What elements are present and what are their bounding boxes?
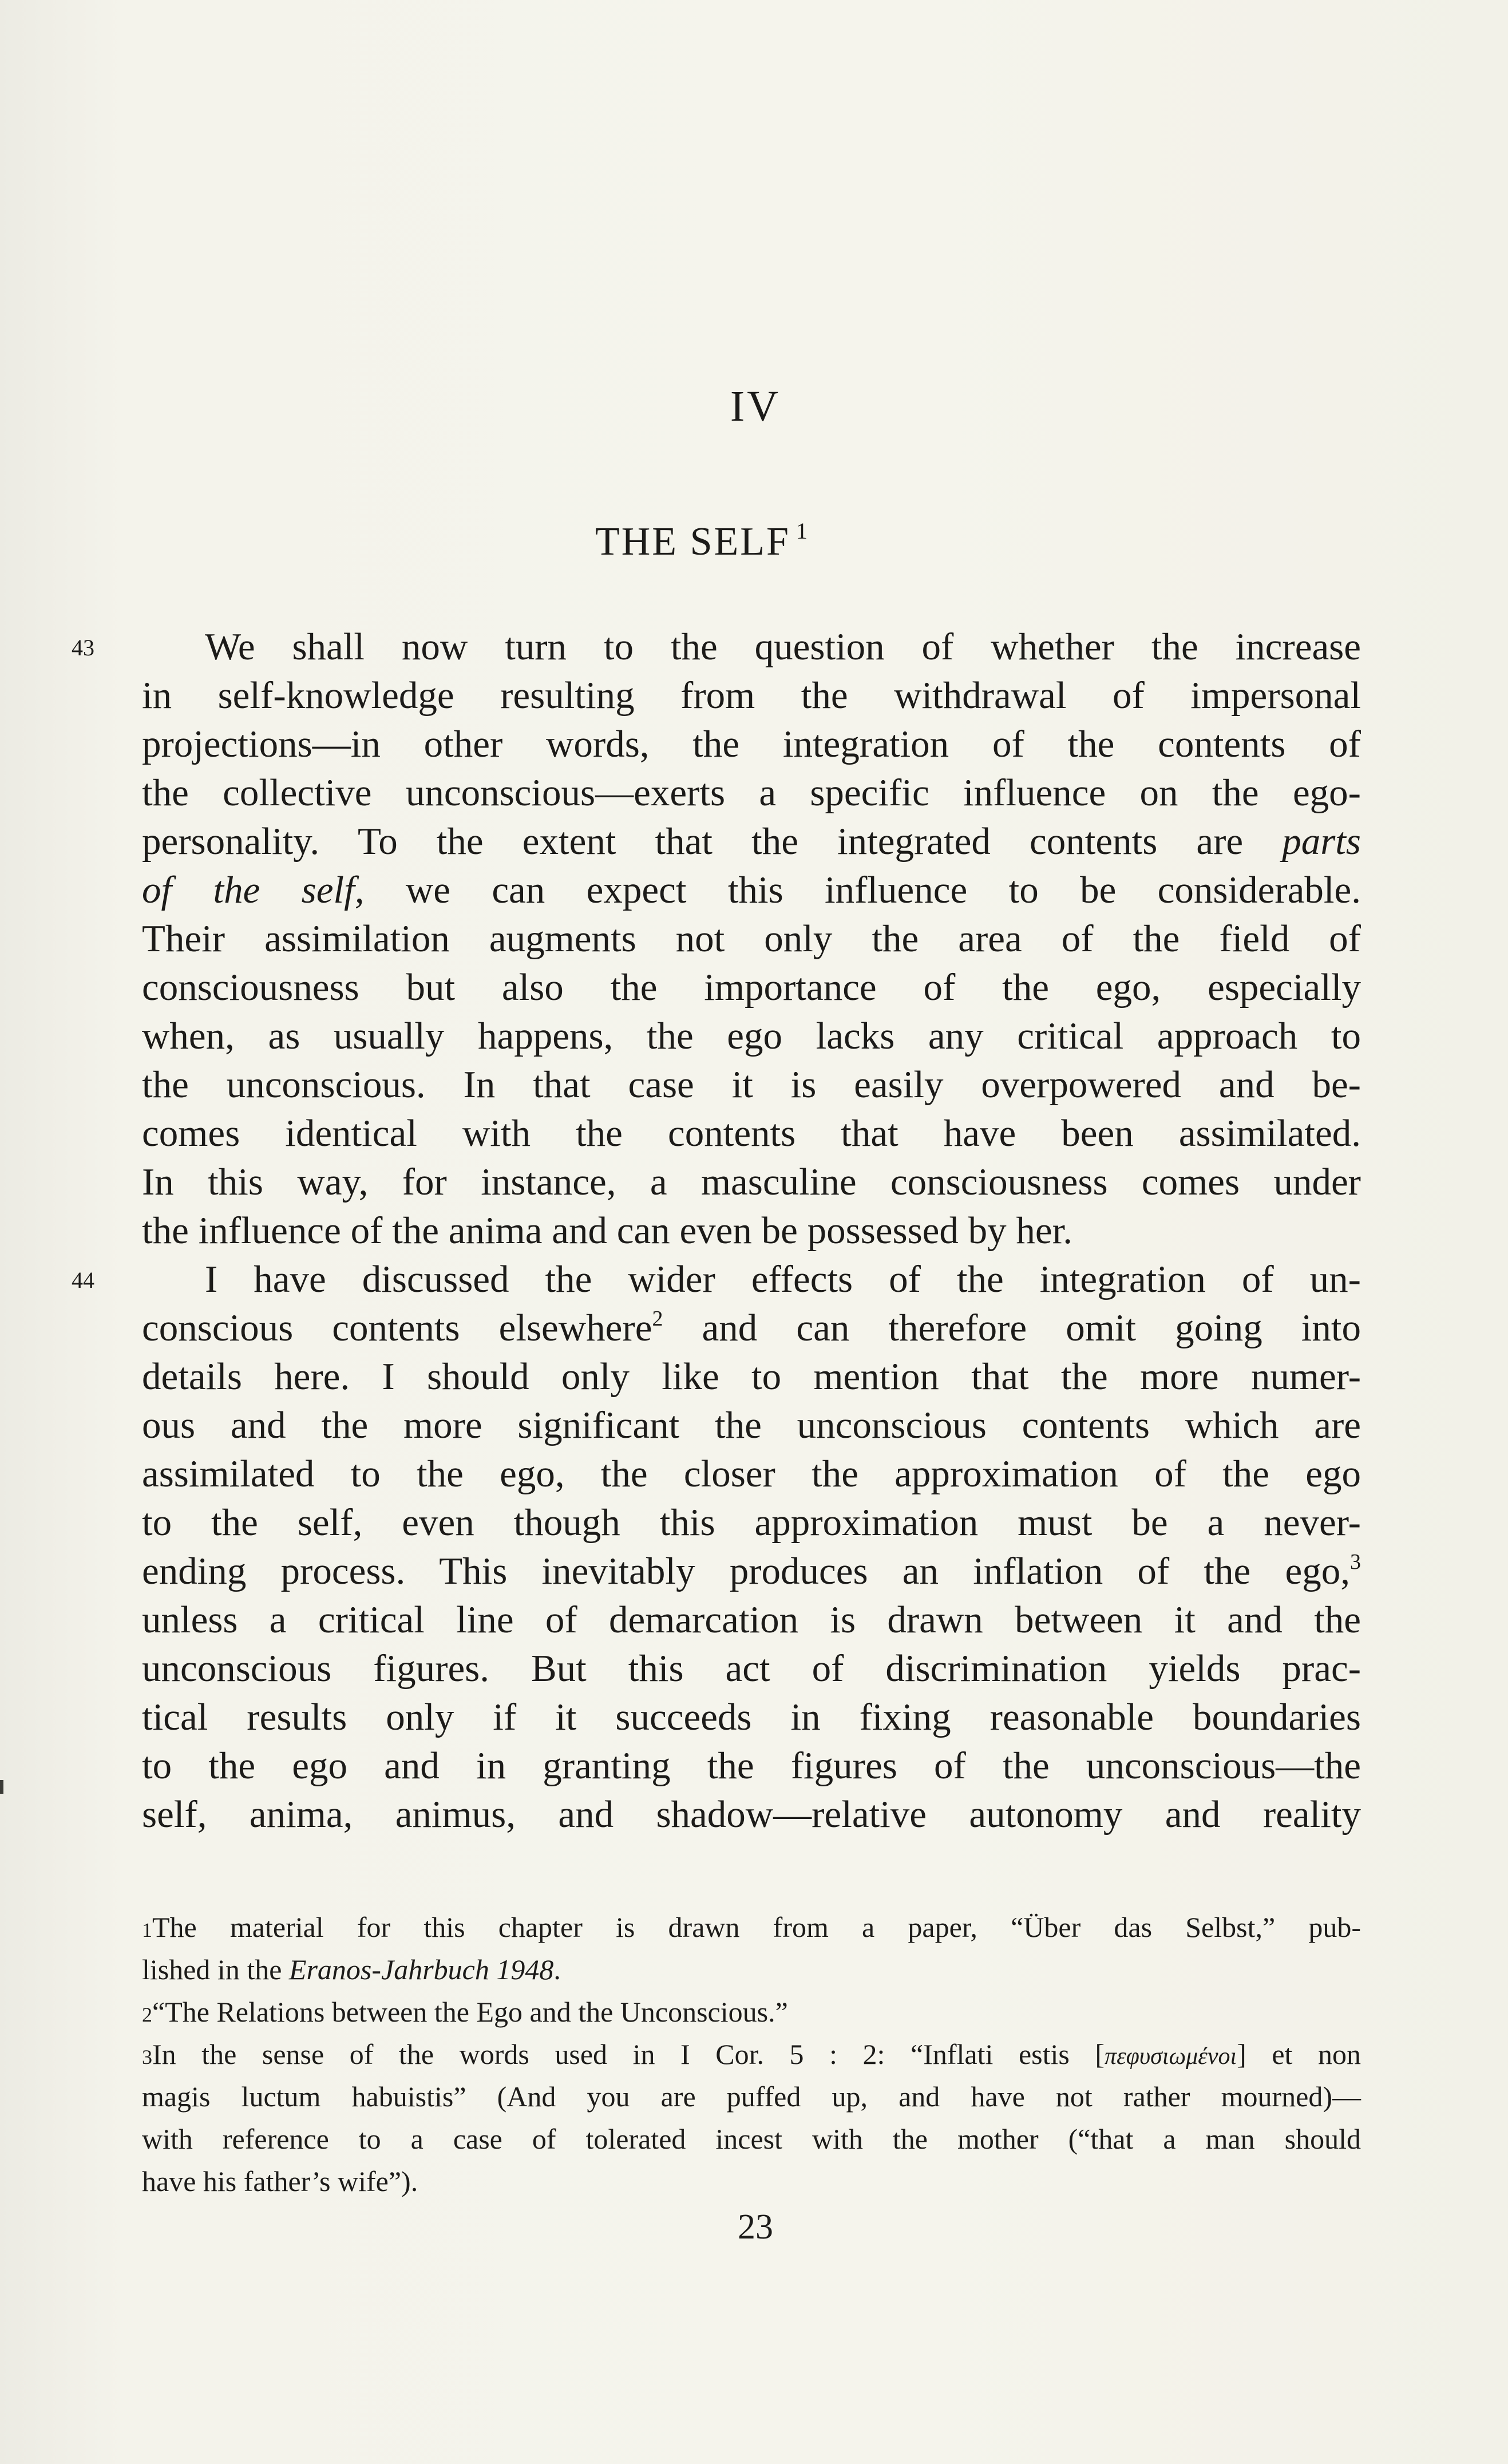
footnote-3 [142,2033,1361,2075]
footnote-text: In the sense of the words used in I Cor. 5 : 2: “Inflati estis [ [152,2038,1105,2070]
body-line: tical results only if it succeeds in fixing reasonable boundaries [142,1696,1361,1738]
body-line: when, as usually happens, the ego lacks any critical approach to [142,1015,1361,1057]
body-line: the unconscious. In that case it is easily overpowered and be- [142,1063,1361,1106]
chapter-title [595,520,808,562]
chapter-title-text: THE SELF [595,520,790,564]
paragraph-number-44: 44 [72,1267,94,1293]
body-line: unless a critical line of demarcation is drawn between it and the [142,1599,1361,1641]
body-line: to the ego and in granting the figures of the unconscious—the [142,1745,1361,1787]
body-text-run: personality. To the extent that the integrated contents are [142,820,1283,863]
footnote-text: lished in the [142,1953,289,1986]
body-line [142,866,1361,915]
chapter-title-footnote-marker: 1 [795,518,808,544]
footnote-2 [142,1991,1361,2033]
body-text [142,623,1361,1839]
body-line: We shall now turn to the question of whether the increase [205,626,1361,668]
body-text-run: conscious contents elsewhere [142,1307,652,1349]
body-line [142,817,1361,866]
body-line: in self-knowledge resulting from the withdrawal of impersonal [142,674,1361,717]
emphasis-text: parts [1282,820,1361,863]
body-line: comes identical with the contents that have been assimilated. [142,1112,1361,1154]
body-line: to the self, even though this approximation must be a never- [142,1501,1361,1544]
body-line: unconscious figures. But this act of discrimination yields prac- [142,1647,1361,1690]
footnote-text: ] et non [1237,2038,1361,2070]
body-line: I have discussed the wider effects of the integration of un- [205,1258,1361,1300]
margin-mark [0,1780,3,1794]
greek-text: πεφυσιωμένοι [1105,2043,1237,2070]
footnote-1 [142,1906,1361,1948]
footnote-marker: 3 [1350,1550,1361,1574]
body-line: details here. I should only like to mention that the more numer- [142,1355,1361,1398]
body-line: assimilated to the ego, the closer the approximation of the ego [142,1453,1361,1495]
footnote-line: have his father’s wife”). [142,2165,418,2197]
footnote-line: magis luctum habuistis” (And you are puffed up, and have not rather mourned)— [142,2081,1361,2113]
emphasis-text: of the self, [142,869,365,911]
body-line: projections—in other words, the integration of the contents of [142,723,1361,765]
body-line: ous and the more significant the unconscious contents which are [142,1404,1361,1446]
page-number: 23 [738,2208,773,2247]
body-line: the influence of the anima and can even be possessed by her. [142,1209,1073,1252]
footnote-marker: 2 [652,1307,663,1331]
footnote-number: 1 [142,1919,152,1941]
footnote-number: 3 [142,2046,152,2069]
body-line: Their assimilation augments not only the area of the field of [142,917,1361,960]
body-line: In this way, for instance, a masculine consciousness comes under [142,1161,1361,1203]
body-line [142,1547,1361,1596]
body-line: self, anima, animus, and shadow—relative autonomy and reality [142,1793,1361,1836]
body-text-run: and can therefore omit going into [663,1307,1361,1349]
body-line: consciousness but also the importance of the ego, especially [142,966,1361,1008]
footnote-line [142,1948,1361,1991]
body-text-run: ending process. This inevitably produces an inflation of the ego, [142,1550,1350,1592]
footnote-text: The material for this chapter is drawn from a paper, “Über das Selbst,” pub- [152,1911,1361,1943]
footnotes [142,1906,1361,2202]
paragraph-number-43: 43 [72,635,94,661]
journal-title: Eranos-Jahrbuch 1948 [288,1953,554,1986]
chapter-number: IV [730,382,781,430]
body-line [142,1304,1361,1352]
footnote-text: “The Relations between the Ego and the Unconscious.” [152,1996,788,2028]
body-line: the collective unconscious—exerts a specific influence on the ego- [142,772,1361,814]
body-text-run: we can expect this influence to be considerable. [364,869,1361,911]
footnote-line: with reference to a case of tolerated incest with the mother (“that a man should [142,2123,1361,2155]
footnote-text: . [553,1953,561,1986]
footnote-number: 2 [142,2003,152,2026]
